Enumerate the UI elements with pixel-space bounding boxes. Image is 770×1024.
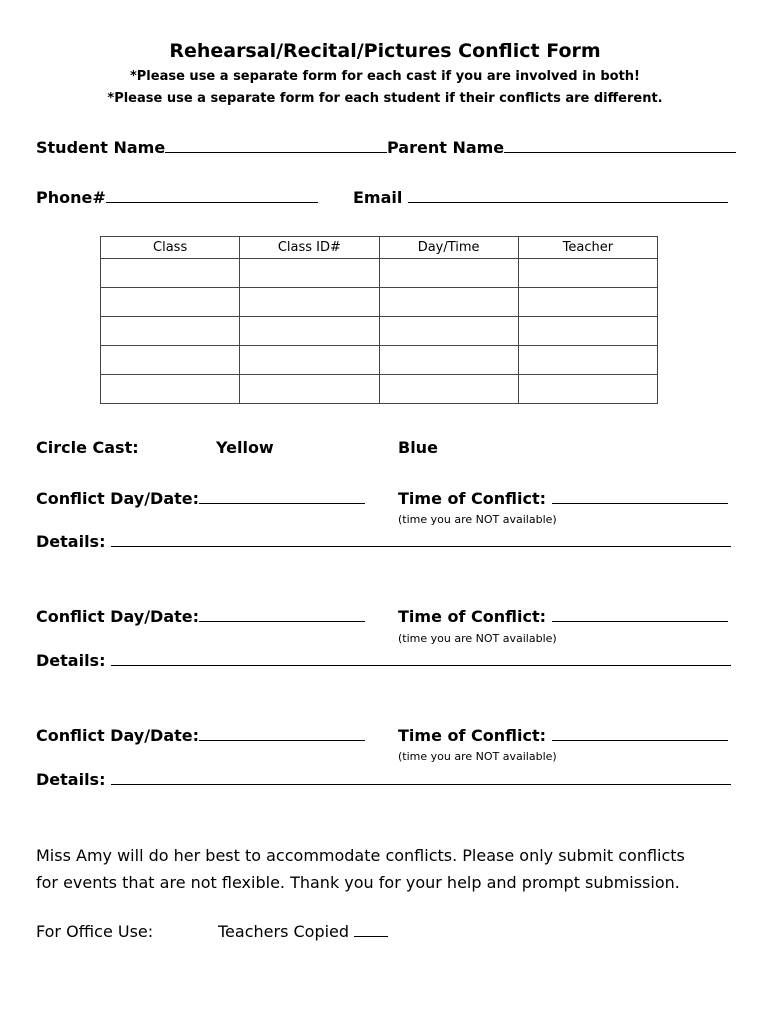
table-cell[interactable]	[379, 346, 518, 375]
table-cell[interactable]	[518, 259, 657, 288]
parent-name-row	[387, 138, 736, 157]
table-cell[interactable]	[518, 288, 657, 317]
conflict-day-row	[36, 607, 365, 626]
conflict-time-label: Time of Conflict:	[398, 489, 547, 508]
table-row	[101, 259, 658, 288]
cast-note: *Please use a separate form for each cast if you are involved in both!	[129, 69, 640, 84]
accommodation-message	[36, 842, 685, 896]
details-field[interactable]	[111, 651, 731, 666]
teacher-header: Teacher	[518, 237, 657, 259]
details-label: Details:	[36, 532, 106, 551]
table-cell[interactable]	[379, 259, 518, 288]
phone-label: Phone#	[36, 188, 106, 207]
details-label: Details:	[36, 651, 106, 670]
message-line: Miss Amy will do her best to accommodate conflicts. Please only submit conflicts	[36, 846, 685, 865]
office-use-label: For Office Use:	[36, 922, 154, 941]
details-label: Details:	[36, 770, 106, 789]
message-line: for events that are not flexible. Thank you for your help and prompt submission.	[36, 873, 680, 892]
table-cell[interactable]	[101, 375, 240, 404]
conflict-day-label: Conflict Day/Date:	[36, 726, 200, 745]
conflict-time-row	[398, 726, 728, 745]
details-row	[36, 532, 731, 551]
teachers-copied-label: Teachers Copied	[218, 922, 350, 941]
student-name-label: Student Name	[36, 138, 166, 157]
conflict-time-label: Time of Conflict:	[398, 726, 547, 745]
table-cell[interactable]	[101, 346, 240, 375]
details-row	[36, 651, 731, 670]
day-time-header: Day/Time	[379, 237, 518, 259]
class-id-header: Class ID#	[240, 237, 379, 259]
conflict-day-label: Conflict Day/Date:	[36, 489, 200, 508]
table-cell[interactable]	[240, 259, 379, 288]
conflict-day-field[interactable]	[199, 489, 365, 504]
table-row	[101, 317, 658, 346]
circle-cast-label: Circle Cast:	[36, 438, 139, 457]
details-field[interactable]	[111, 532, 731, 547]
conflict-time-row	[398, 489, 728, 508]
table-cell[interactable]	[240, 288, 379, 317]
email-label: Email	[353, 188, 403, 207]
table-row	[101, 288, 658, 317]
time-hint: (time you are NOT available)	[398, 632, 557, 645]
table-cell[interactable]	[240, 375, 379, 404]
parent-name-field[interactable]	[504, 138, 736, 153]
table-cell[interactable]	[518, 317, 657, 346]
table-header-row	[101, 237, 658, 259]
table-cell[interactable]	[379, 375, 518, 404]
table-cell[interactable]	[379, 288, 518, 317]
conflict-time-field[interactable]	[552, 607, 728, 622]
email-field[interactable]	[408, 188, 728, 203]
table-cell[interactable]	[101, 317, 240, 346]
table-cell[interactable]	[240, 346, 379, 375]
conflict-time-row	[398, 607, 728, 626]
conflict-time-label: Time of Conflict:	[398, 607, 547, 626]
conflict-day-field[interactable]	[199, 726, 365, 741]
class-table	[100, 236, 658, 404]
teachers-copied-field[interactable]	[354, 922, 388, 937]
time-hint: (time you are NOT available)	[398, 750, 557, 763]
student-name-row	[36, 138, 387, 157]
cast-option-blue[interactable]: Blue	[398, 438, 438, 457]
phone-row	[36, 188, 318, 207]
table-cell[interactable]	[518, 346, 657, 375]
conflict-day-label: Conflict Day/Date:	[36, 607, 200, 626]
email-row	[353, 188, 728, 207]
table-row	[101, 375, 658, 404]
details-row	[36, 770, 731, 789]
cast-option-yellow[interactable]: Yellow	[216, 438, 274, 457]
time-hint: (time you are NOT available)	[398, 513, 557, 526]
teachers-copied-row	[218, 918, 388, 945]
table-cell[interactable]	[518, 375, 657, 404]
phone-field[interactable]	[106, 188, 318, 203]
details-field[interactable]	[111, 770, 731, 785]
table-cell[interactable]	[101, 259, 240, 288]
form-title: Rehearsal/Recital/Pictures Conflict Form	[169, 40, 601, 62]
conflict-day-row	[36, 489, 365, 508]
table-cell[interactable]	[240, 317, 379, 346]
conflict-time-field[interactable]	[552, 726, 728, 741]
student-note: *Please use a separate form for each student if their conflicts are different.	[107, 91, 663, 106]
table-cell[interactable]	[379, 317, 518, 346]
table-cell[interactable]	[101, 288, 240, 317]
class-header: Class	[101, 237, 240, 259]
conflict-time-field[interactable]	[552, 489, 728, 504]
conflict-day-row	[36, 726, 365, 745]
parent-name-label: Parent Name	[387, 138, 505, 157]
table-row	[101, 346, 658, 375]
conflict-day-field[interactable]	[199, 607, 365, 622]
student-name-field[interactable]	[165, 138, 387, 153]
